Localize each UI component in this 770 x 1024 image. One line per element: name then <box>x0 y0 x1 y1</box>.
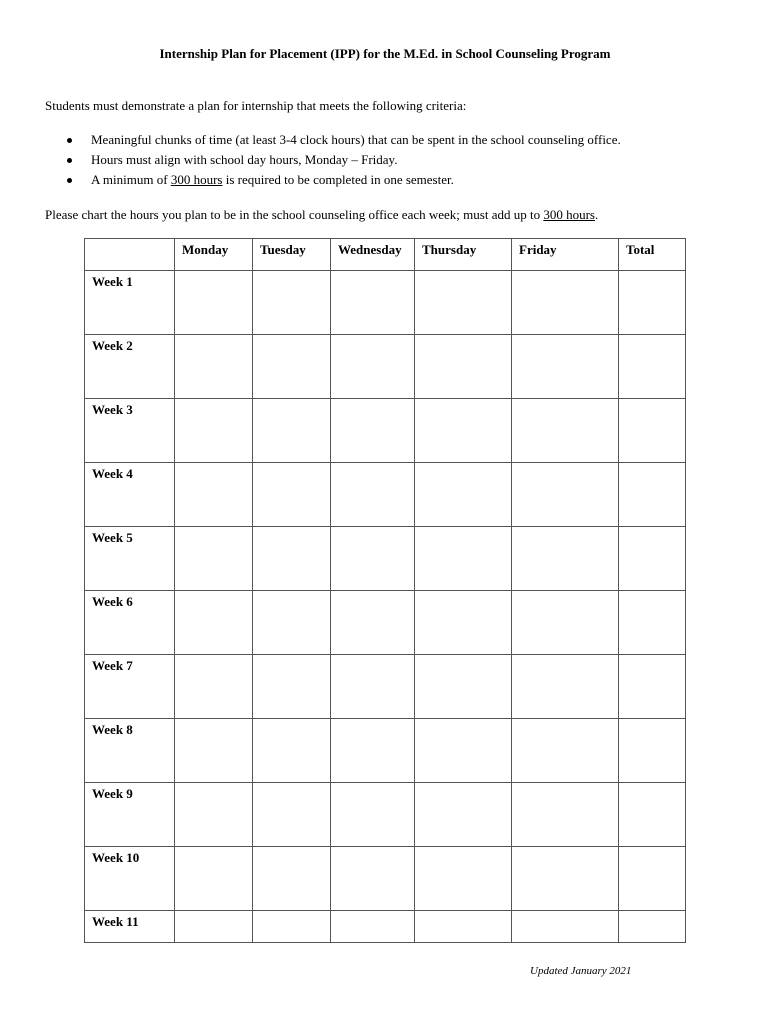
hours-entry-cell[interactable] <box>331 847 415 911</box>
hours-entry-cell[interactable] <box>619 527 686 591</box>
column-header <box>619 239 686 271</box>
hours-entry-cell[interactable] <box>253 463 331 527</box>
row-label: Week 11 <box>92 914 139 929</box>
criteria-text: Hours must align with school day hours, Monday – Friday. <box>91 152 398 167</box>
column-header <box>331 239 415 271</box>
hours-entry-cell[interactable] <box>331 655 415 719</box>
hours-entry-cell[interactable] <box>619 911 686 943</box>
row-label: Week 10 <box>92 850 140 865</box>
row-label: Week 1 <box>92 274 133 289</box>
hours-entry-cell[interactable] <box>175 847 253 911</box>
row-label-cell <box>85 847 175 911</box>
column-header-label <box>85 239 174 242</box>
hours-entry-cell[interactable] <box>331 783 415 847</box>
criteria-text-post: is required to be completed in one semester. <box>222 172 454 187</box>
table-row <box>85 783 686 847</box>
hours-entry-cell[interactable] <box>415 527 512 591</box>
table-row <box>85 655 686 719</box>
header-cell-blank <box>85 239 175 271</box>
column-header <box>512 239 619 271</box>
hours-entry-cell[interactable] <box>253 591 331 655</box>
hours-entry-cell[interactable] <box>331 399 415 463</box>
hours-entry-cell[interactable] <box>512 591 619 655</box>
hours-entry-cell[interactable] <box>619 591 686 655</box>
column-header-label: Thursday <box>422 242 477 257</box>
criteria-text-pre: A minimum of <box>91 172 171 187</box>
hours-entry-cell[interactable] <box>619 463 686 527</box>
hours-entry-cell[interactable] <box>175 335 253 399</box>
hours-entry-cell[interactable] <box>253 271 331 335</box>
hours-entry-cell[interactable] <box>331 527 415 591</box>
column-header-label: Tuesday <box>260 242 306 257</box>
hours-entry-cell[interactable] <box>253 783 331 847</box>
hours-entry-cell[interactable] <box>619 335 686 399</box>
hours-entry-cell[interactable] <box>512 527 619 591</box>
hours-entry-cell[interactable] <box>415 719 512 783</box>
table-row <box>85 911 686 943</box>
row-label-cell <box>85 591 175 655</box>
table-row <box>85 719 686 783</box>
criteria-text: Meaningful chunks of time (at least 3-4 clock hours) that can be spent in the school counseling office. <box>91 132 621 147</box>
bullet-icon <box>67 178 72 183</box>
hours-entry-cell[interactable] <box>253 847 331 911</box>
document-title: Internship Plan for Placement (IPP) for the M.Ed. in School Counseling Program <box>159 46 611 61</box>
table-row <box>85 399 686 463</box>
hours-entry-cell[interactable] <box>415 911 512 943</box>
column-header <box>415 239 512 271</box>
row-label: Week 7 <box>92 658 133 673</box>
hours-entry-cell[interactable] <box>415 335 512 399</box>
hours-entry-cell[interactable] <box>619 847 686 911</box>
hours-entry-cell[interactable] <box>512 847 619 911</box>
hours-entry-cell[interactable] <box>415 847 512 911</box>
hours-entry-cell[interactable] <box>253 911 331 943</box>
hours-entry-cell[interactable] <box>331 335 415 399</box>
hours-entry-cell[interactable] <box>175 719 253 783</box>
criteria-item <box>67 130 621 150</box>
instruction-pre: Please chart the hours you plan to be in the school counseling office each week; must add up to <box>45 207 544 222</box>
instruction-post: . <box>594 207 599 222</box>
hours-entry-cell[interactable] <box>512 783 619 847</box>
hours-entry-cell[interactable] <box>512 271 619 335</box>
hours-entry-cell[interactable] <box>331 591 415 655</box>
hours-entry-cell[interactable] <box>619 719 686 783</box>
hours-entry-cell[interactable] <box>175 463 253 527</box>
table-body <box>85 271 686 943</box>
hours-entry-cell[interactable] <box>253 335 331 399</box>
row-label: Week 8 <box>92 722 133 737</box>
table-row <box>85 591 686 655</box>
row-label: Week 2 <box>92 338 133 353</box>
hours-table <box>84 238 686 943</box>
hours-entry-cell[interactable] <box>331 271 415 335</box>
column-header-label: Monday <box>182 242 229 257</box>
table-row <box>85 335 686 399</box>
hours-entry-cell[interactable] <box>175 399 253 463</box>
instruction-text <box>45 207 598 223</box>
row-label-cell <box>85 911 175 943</box>
table-row <box>85 527 686 591</box>
hours-entry-cell[interactable] <box>619 783 686 847</box>
hours-entry-cell[interactable] <box>175 591 253 655</box>
footer-updated: Updated January 2021 <box>530 965 632 977</box>
criteria-text-underlined: 300 hours <box>170 172 223 187</box>
row-label-cell <box>85 399 175 463</box>
hours-entry-cell[interactable] <box>415 655 512 719</box>
hours-entry-cell[interactable] <box>415 783 512 847</box>
hours-entry-cell[interactable] <box>512 911 619 943</box>
hours-entry-cell[interactable] <box>175 783 253 847</box>
hours-entry-cell[interactable] <box>512 335 619 399</box>
column-header-label: Wednesday <box>338 242 402 257</box>
row-label-cell <box>85 271 175 335</box>
hours-entry-cell[interactable] <box>253 655 331 719</box>
hours-entry-cell[interactable] <box>415 399 512 463</box>
intro-text: Students must demonstrate a plan for internship that meets the following criteria: <box>45 98 467 113</box>
hours-entry-cell[interactable] <box>619 655 686 719</box>
column-header-label: Total <box>626 242 655 257</box>
hours-entry-cell[interactable] <box>415 591 512 655</box>
hours-entry-cell[interactable] <box>253 719 331 783</box>
row-label: Week 3 <box>92 402 133 417</box>
hours-entry-cell[interactable] <box>619 399 686 463</box>
hours-entry-cell[interactable] <box>253 527 331 591</box>
hours-entry-cell[interactable] <box>253 399 331 463</box>
column-header <box>253 239 331 271</box>
criteria-item <box>67 170 621 190</box>
criteria-item <box>67 150 621 170</box>
row-label-cell <box>85 783 175 847</box>
hours-entry-cell[interactable] <box>175 655 253 719</box>
table-row <box>85 463 686 527</box>
hours-entry-cell[interactable] <box>175 527 253 591</box>
hours-entry-cell[interactable] <box>331 911 415 943</box>
hours-entry-cell[interactable] <box>331 463 415 527</box>
column-header <box>175 239 253 271</box>
hours-entry-cell[interactable] <box>512 655 619 719</box>
bullet-icon <box>67 158 72 163</box>
row-label-cell <box>85 463 175 527</box>
hours-entry-cell[interactable] <box>331 719 415 783</box>
column-header-label: Friday <box>519 242 557 257</box>
bullet-icon <box>67 138 72 143</box>
table-row <box>85 847 686 911</box>
hours-entry-cell[interactable] <box>415 463 512 527</box>
hours-entry-cell[interactable] <box>415 271 512 335</box>
criteria-list <box>67 130 621 190</box>
row-label: Week 5 <box>92 530 133 545</box>
row-label: Week 6 <box>92 594 133 609</box>
hours-entry-cell[interactable] <box>512 463 619 527</box>
table-row <box>85 271 686 335</box>
row-label-cell <box>85 335 175 399</box>
hours-entry-cell[interactable] <box>619 271 686 335</box>
row-label-cell <box>85 655 175 719</box>
row-label: Week 9 <box>92 786 133 801</box>
hours-entry-cell[interactable] <box>175 271 253 335</box>
instruction-underlined: 300 hours <box>543 207 595 222</box>
hours-entry-cell[interactable] <box>512 399 619 463</box>
hours-entry-cell[interactable] <box>512 719 619 783</box>
row-label-cell <box>85 527 175 591</box>
table-header-row <box>85 239 686 271</box>
row-label-cell <box>85 719 175 783</box>
hours-entry-cell[interactable] <box>175 911 253 943</box>
row-label: Week 4 <box>92 466 133 481</box>
